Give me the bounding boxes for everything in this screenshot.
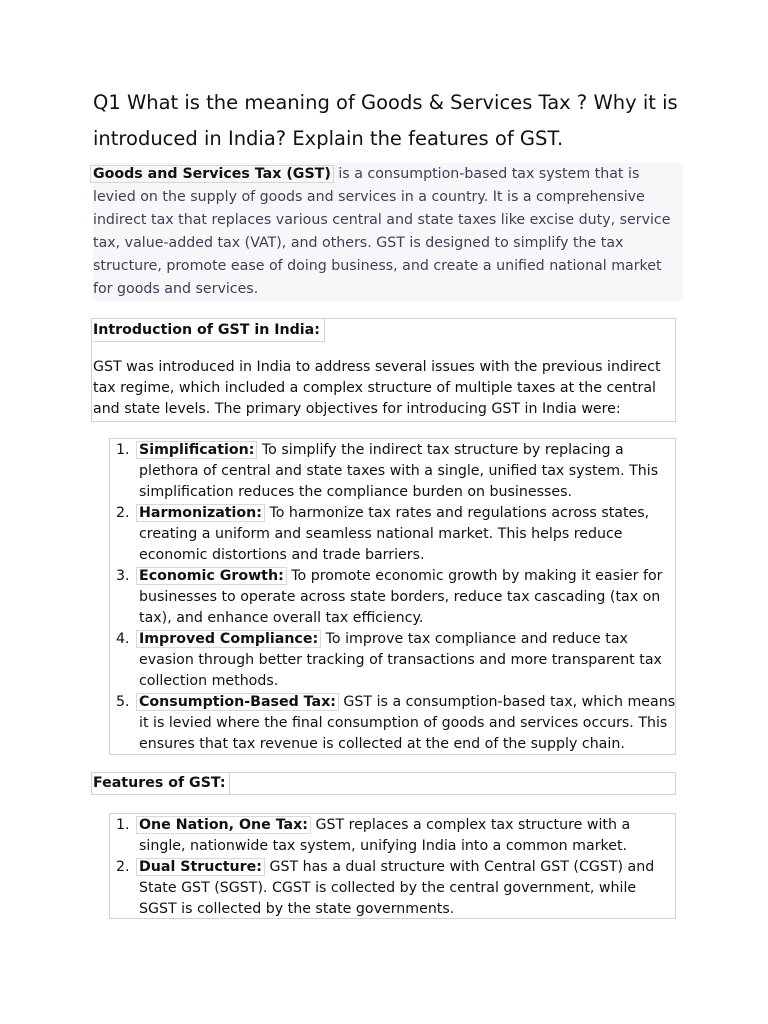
list-item: 1. Simplification: To simplify the indirect tax structure by replacing a plethora of central and state taxes with a single, unified tax system. This simplification reduces the compliance burden on businesses. — [116, 442, 659, 500]
gst-term: Goods and Services Tax (GST) — [90, 165, 334, 183]
list-item: 5. Consumption-Based Tax: GST is a consumption-based tax, which means it is levied where the final consumption of goods and services occurs. This ensures that tax revenue is collected at the end of the supply chain. — [116, 694, 676, 752]
objectives-list-box — [109, 438, 676, 755]
gst-definition-text: is a consumption-based tax system that is levied on the supply of goods and services in a country. It is a comprehensive indirect tax that replaces various central and state taxes like excise duty, service tax, value-added tax (VAT), and others. GST is designed to simplify the tax structure, promote ease of doing business, and create a unified national market for goods and services. — [93, 166, 671, 297]
list-item: 1. One Nation, One Tax: GST replaces a complex tax structure with a single, nationwide tax system, unifying India into a common market. — [116, 817, 631, 854]
list-item: 3. Economic Growth: To promote economic growth by making it easier for businesses to operate across state borders, reduce tax cascading (tax on tax), and enhance overall tax efficiency. — [116, 568, 663, 626]
introduction-heading: Introduction of GST in India: — [93, 319, 325, 342]
features-heading: Features of GST: — [93, 773, 230, 794]
gst-definition-paragraph — [93, 163, 683, 301]
features-list-box — [109, 813, 676, 919]
introduction-body: GST was introduced in India to address several issues with the previous indirect tax regime, which included a complex structure of multiple taxes at the central and state levels. The primary objectives for introducing GST in India were: — [93, 359, 661, 417]
list-item: 2. Harmonization: To harmonize tax rates and regulations across states, creating a uniform and seamless national market. This helps reduce economic distortions and trade barriers. — [116, 505, 650, 563]
question-heading: Q1 What is the meaning of Goods & Services Tax ? Why it is introduced in India? Explain the features of GST. — [93, 91, 678, 150]
list-item: 2. Dual Structure: GST has a dual structure with Central GST (CGST) and State GST (SGST). CGST is collected by the central government, while SGST is collected by the state governments. — [116, 859, 655, 917]
introduction-section — [91, 318, 676, 422]
list-item: 4. Improved Compliance: To improve tax compliance and reduce tax evasion through better tracking of transactions and more transparent tax collection methods. — [116, 631, 662, 689]
objectives-list — [110, 440, 676, 755]
features-list — [110, 815, 676, 920]
features-heading-box — [91, 772, 676, 795]
